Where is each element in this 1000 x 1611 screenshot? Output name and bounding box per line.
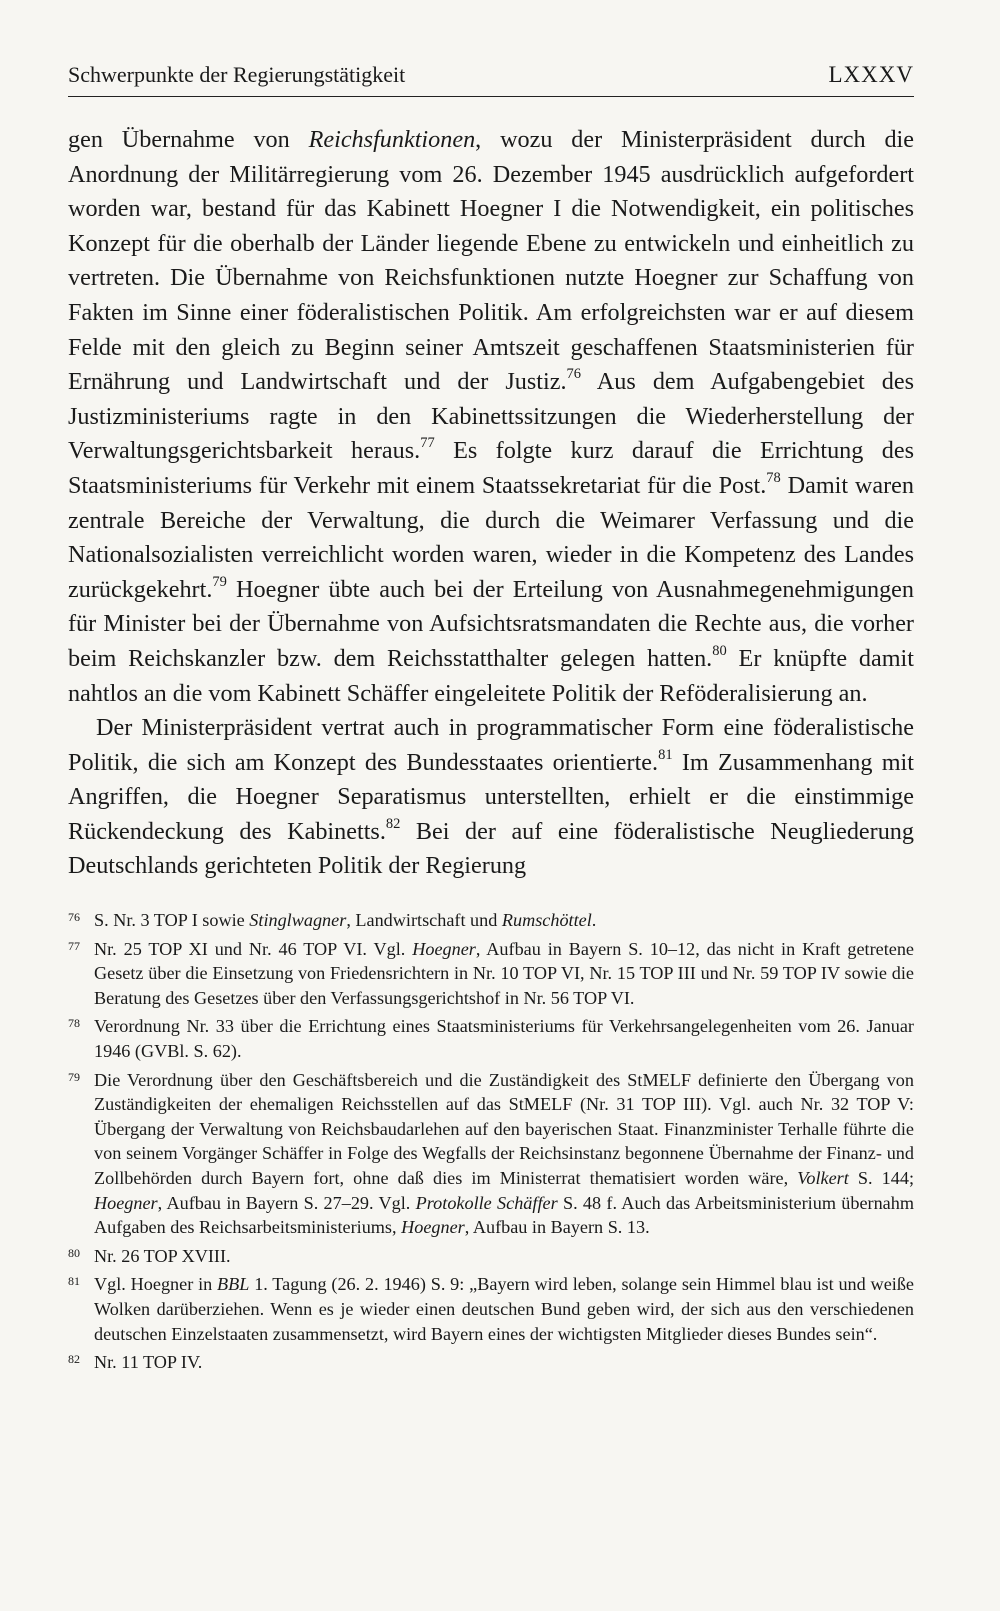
footnote	[68, 1272, 914, 1346]
text-run: Der Ministerpräsident vertrat auch in programmatischer Form eine föderalistische Politik, die sich am Konzept des Bundesstaates orientierte.	[68, 714, 914, 776]
text-run: .	[591, 910, 597, 931]
text-run: Nr. 25 TOP XI und Nr. 46 TOP VI. Vgl.	[94, 938, 413, 959]
italic-text: Hoegner	[412, 938, 476, 959]
footnote-text	[94, 1350, 914, 1375]
paragraph-1	[68, 123, 914, 711]
page-number: LXXXV	[828, 62, 914, 87]
footnote	[68, 1068, 914, 1240]
text-run: Hoegner übte auch bei der Erteilung von Ausnahmegenehmigungen für Minister bei der Übernahme von Aufsichtsratsmandaten die Rechte aus, die vorher beim Reichskanzler bzw. dem Reichsstatthalter gelegen hatten.	[68, 575, 914, 672]
italic-text: BBL	[217, 1274, 250, 1295]
paragraph-2	[68, 711, 914, 884]
italic-text: Rumschöttel	[501, 910, 592, 931]
main-text	[68, 123, 914, 884]
footnote	[68, 1014, 914, 1063]
text-run: Im Zusammenhang mit Angriffen, die Hoegner Separatismus unterstellten, erhielt er die einstimmige Rückendeckung des Kabinetts.	[68, 748, 914, 845]
text-run: , wozu der Ministerpräsident durch die Anordnung der Militärregierung vom 26. Dezember 1945 ausdrücklich aufgefordert worden war, bestand für das Kabinett Hoegner I die Notwendigkeit, ein politisches Konzept für die oberhalb der Länder liegende Ebene zu entwickeln und einheitlich zu vertreten. Die Übernahme von Reichsfunktionen nutzte Hoegner zur Schaffung von Fakten im Sinne einer föderalistischen Politik. Am erfolgreichsten war er auf diesem Felde mit den gleich zu Beginn seiner Amtszeit geschaffenen Staatsministerien für Ernährung und Landwirtschaft und der Justiz.	[68, 126, 914, 396]
footnote-marker: 82	[385, 816, 401, 832]
footnote-number: 79	[68, 1069, 80, 1084]
footnote-number: 77	[68, 938, 80, 953]
text-run: gen Übernahme von	[68, 126, 309, 153]
footnote-marker: 77	[420, 435, 435, 452]
text-run: Bei der auf eine föderalistische Neugliederung Deutschlands gerichteten Politik der Regierung	[68, 817, 914, 880]
footnote-text	[94, 908, 914, 933]
footnote	[68, 937, 914, 1011]
text-run: , Aufbau in Bayern S. 10–12, das nicht in Kraft getretene Gesetz über die Einsetzung von Friedensrichtern in Nr. 10 TOP VI, Nr. 15 TOP III und Nr. 59 TOP IV sowie die Beratung des Gesetzes über den Verfassungsgerichtshof in Nr. 56 TOP VI.	[94, 938, 914, 1008]
footnote-text	[94, 1068, 914, 1240]
text-run: Er knüpfte damit nahtlos an die vom Kabinett Schäffer eingeleitete Politik der Reföderalisierung an.	[68, 644, 914, 707]
text-run: 1. Tagung (26. 2. 1946) S. 9: „Bayern wird leben, solange sein Himmel blau ist und weiße Wolken darüberziehen. Wenn es je wieder einen deutschen Bund geben wird, der sich aus den verschiedenen deutschen Einzelstaaten zusammensetzt, wird Bayern eines der wichtigsten Mitglieder dieses Bundes sein“.	[94, 1274, 914, 1344]
text-run: , Aufbau in Bayern S. 27–29. Vgl.	[157, 1192, 416, 1213]
text-run: S. Nr. 3 TOP I sowie	[94, 910, 250, 931]
italic-text: Stinglwagner	[249, 910, 347, 931]
text-run: Nr. 11 TOP IV.	[94, 1352, 203, 1373]
footnote-marker: 78	[766, 470, 781, 487]
text-run: , Landwirtschaft und	[346, 910, 502, 931]
footnote-marker: 80	[712, 643, 727, 660]
text-run: Es folgte kurz darauf die Errichtung des Staatsministeriums für Verkehr mit einem Staatssekretariat für die Post.	[68, 437, 915, 499]
running-header	[68, 62, 914, 97]
footnote-number: 78	[68, 1016, 80, 1031]
footnote-text	[94, 1244, 914, 1269]
text-run: Nr. 26 TOP XVIII.	[94, 1245, 231, 1266]
footnote-text	[94, 1272, 914, 1346]
book-page	[68, 62, 914, 1379]
text-run: Die Verordnung über den Geschäftsbereich und die Zuständigkeit des StMELF definierte den Übergang von Zuständigkeiten der ehemaligen Reichsstellen auf das StMELF (Nr. 31 TOP III). Vgl. auch Nr. 32 TOP V: Übergang der Verwaltung von Reichsbaudarlehen auf den bayerischen Staat. Finanzminister Terhalle führte die von seinem Vorgänger Schäffer in Folge des Wegfalls der Reichsinstanz begonnene Übernahme der Finanz- und Zollbehörden durch Bayern fort, ohne daß dies im Ministerrat thematisiert worden wäre,	[94, 1069, 914, 1188]
text-run: Vgl. Hoegner in	[94, 1274, 218, 1295]
footnote-number: 82	[68, 1352, 80, 1367]
footnote-number: 80	[68, 1245, 80, 1260]
footnote-number: 76	[68, 910, 80, 925]
text-run: Aus dem Aufgabengebiet des Justizministeriums ragte in den Kabinettssitzungen die Wiederherstellung der Verwaltungsgerichtsbarkeit heraus.	[68, 368, 914, 465]
footnote-marker: 79	[212, 573, 227, 590]
footnote-marker: 81	[658, 746, 673, 763]
footnote	[68, 1350, 914, 1375]
text-run: S. 48 f. Auch das Arbeitsministerium übernahm Aufgaben des Reichsarbeitsministeriums,	[94, 1192, 914, 1238]
section-title: Schwerpunkte der Regierungstätigkeit	[68, 62, 406, 87]
footnote-number: 81	[68, 1274, 80, 1289]
italic-text: Protokolle Schäffer	[415, 1192, 558, 1213]
italic-text: Volkert	[797, 1168, 849, 1188]
italic-text: Reichsfunktionen	[308, 126, 476, 153]
footnote-marker: 76	[566, 366, 582, 383]
footnotes-section	[68, 908, 914, 1375]
text-run: S. 144;	[848, 1168, 914, 1188]
italic-text: Hoegner	[94, 1192, 158, 1213]
text-run: Damit waren zentrale Bereiche der Verwaltung, die durch die Weimarer Verfassung und die Nationalsozialisten verreichlicht worden waren, wieder in die Kompetenz des Landes zurückgekehrt.	[68, 471, 914, 603]
footnote	[68, 1244, 914, 1269]
footnote-text	[94, 1014, 914, 1063]
italic-text: Hoegner	[401, 1217, 465, 1238]
text-run: Verordnung Nr. 33 über die Errichtung eines Staatsministeriums für Verkehrsangelegenheiten vom 26. Januar 1946 (GVBl. S. 62).	[94, 1016, 914, 1062]
footnote	[68, 908, 914, 933]
footnote-text	[94, 937, 914, 1011]
text-run: , Aufbau in Bayern S. 13.	[464, 1217, 650, 1238]
